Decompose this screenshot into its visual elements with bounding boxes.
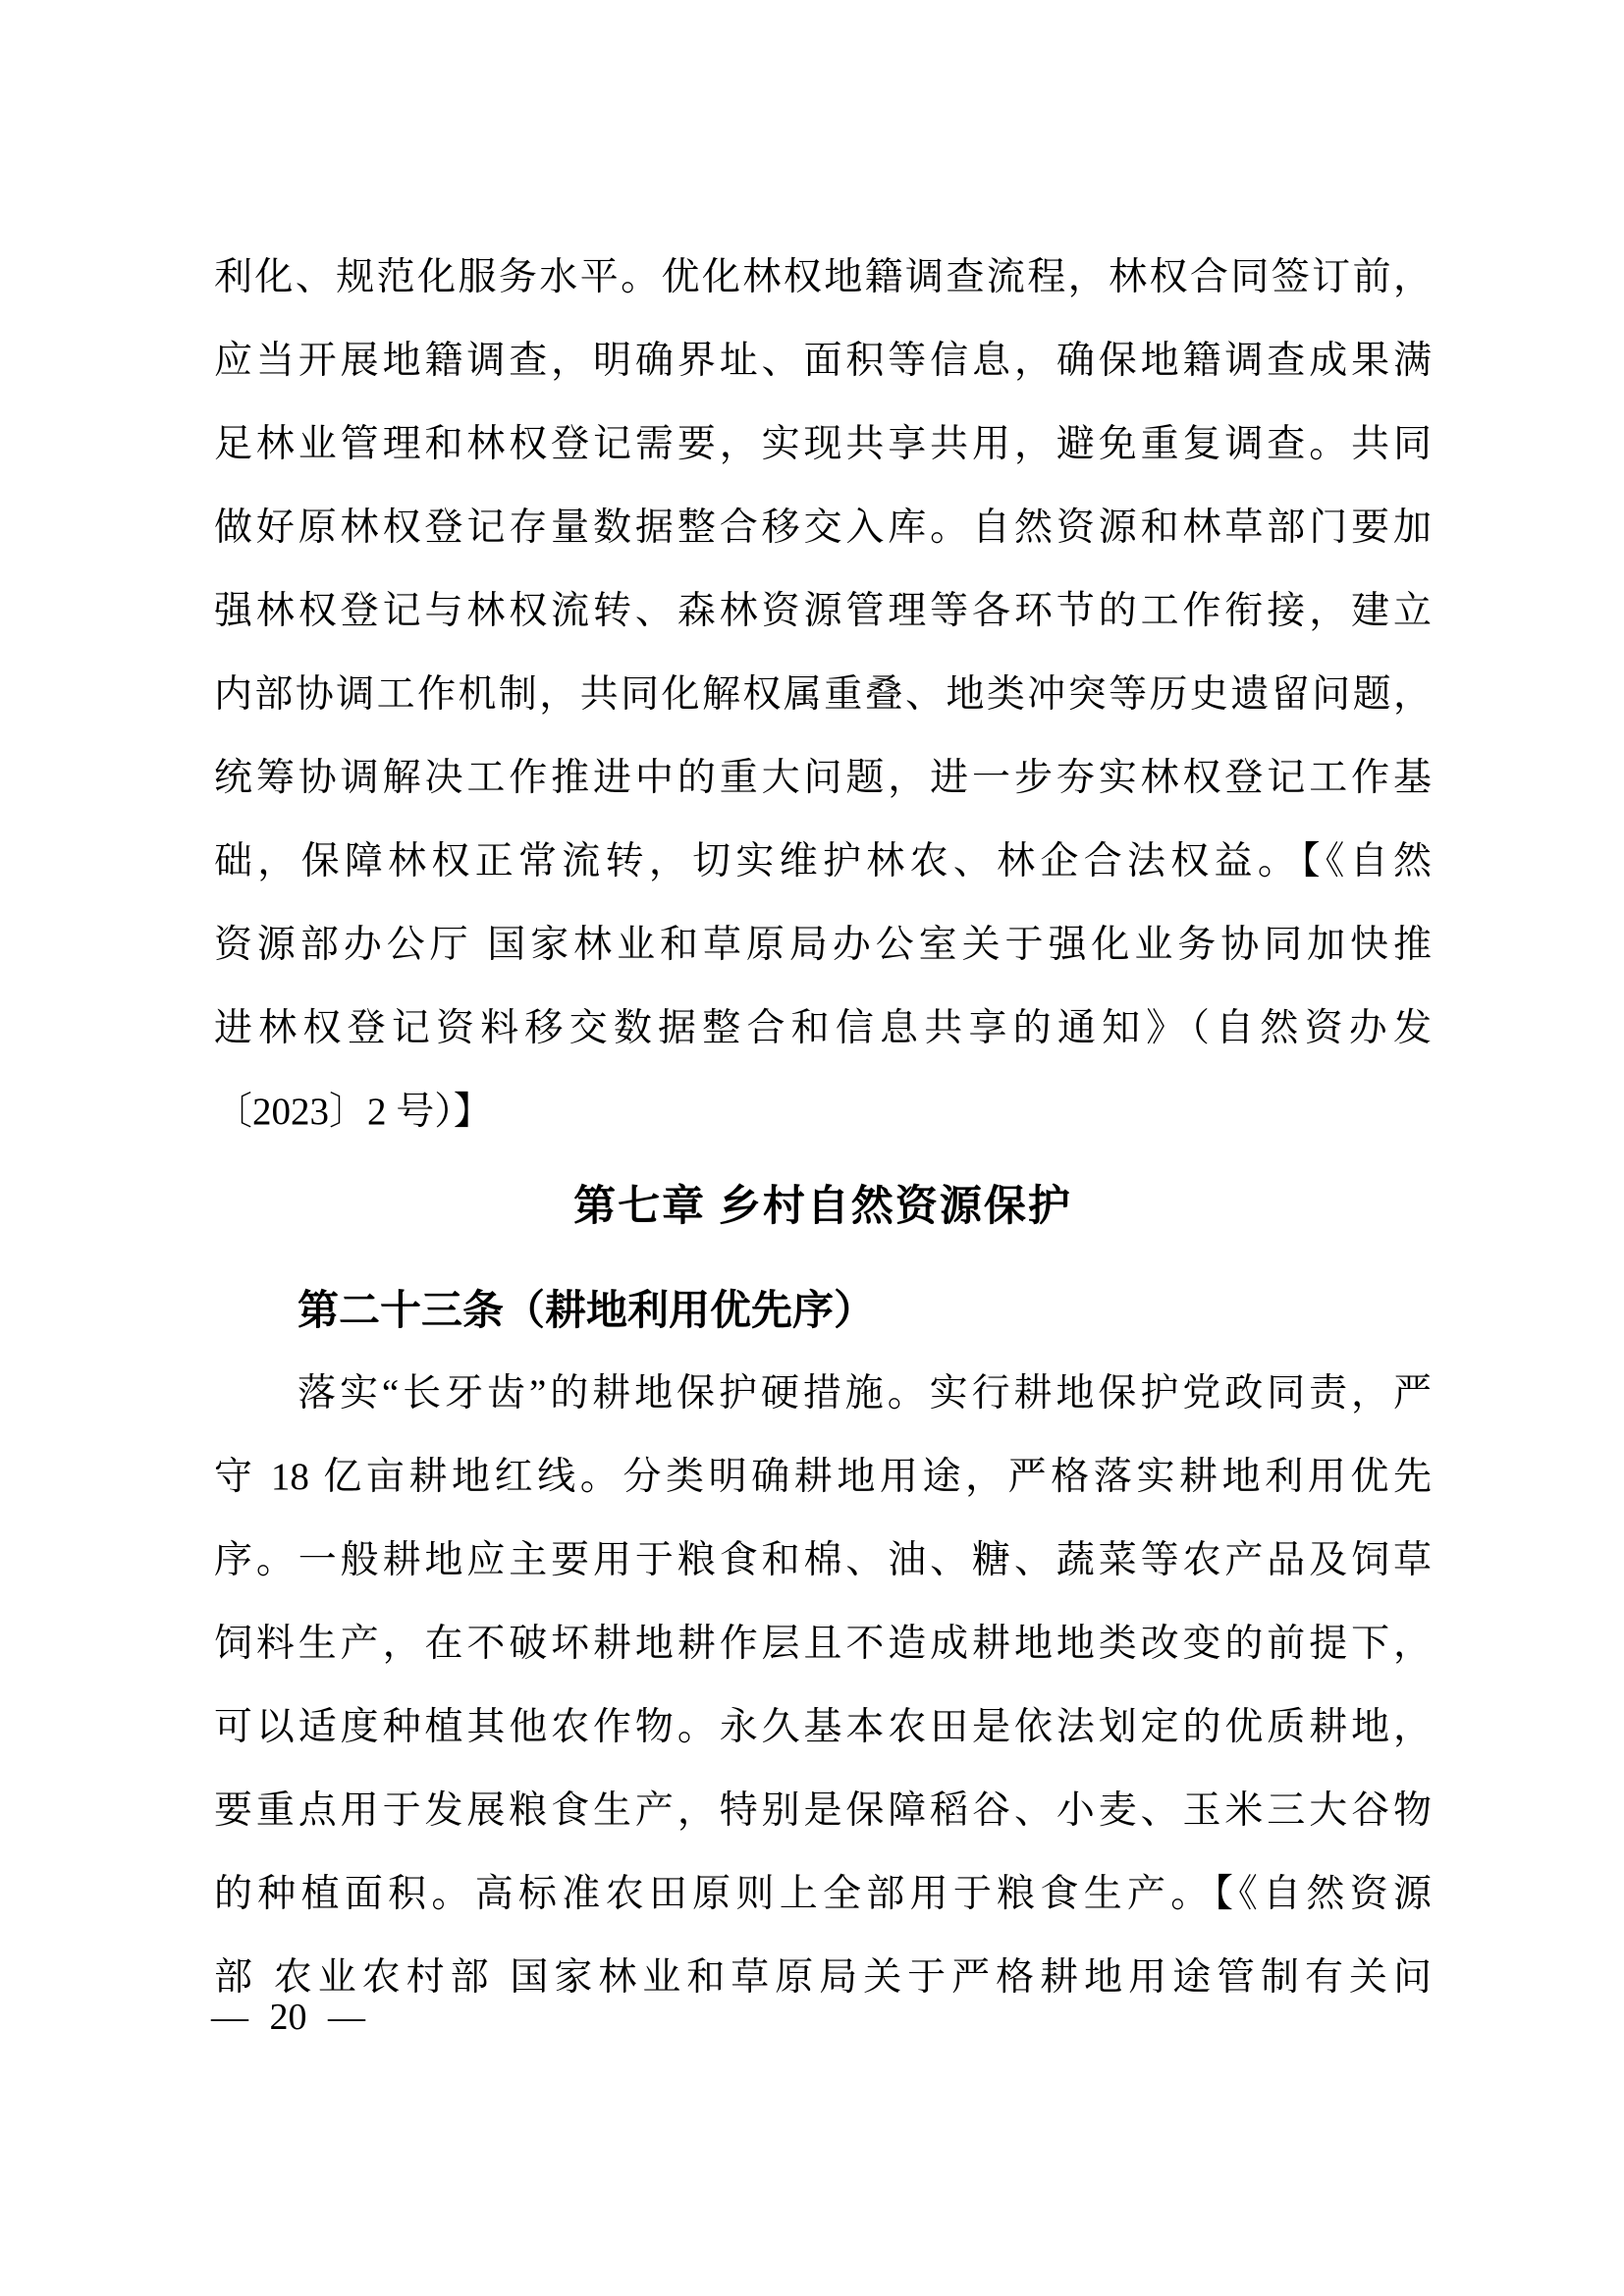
text-line: 利化、规范化服务水平。优化林权地籍调查流程，林权合同签订前， (214, 256, 1432, 298)
text-line: 饲料生产，在不破坏耕地耕作层且不造成耕地地类改变的前提下， (214, 1623, 1432, 1665)
text-line: 守 18 亿亩耕地红线。分类明确耕地用途，严格落实耕地利用优先 (214, 1456, 1432, 1498)
paragraph-forest-rights-registration (214, 236, 1432, 1153)
text-line: 部 农业农村部 国家林业和草原局关于严格耕地用途管制有关问 (214, 1956, 1432, 1999)
text-line: 做好原林权登记存量数据整合移交入库。自然资源和林草部门要加 (214, 507, 1432, 549)
text-line: 落实“长牙齿”的耕地保护硬措施。实行耕地保护党政同责，严 (298, 1372, 1432, 1415)
text-line: 序。一般耕地应主要用于粮食和棉、油、糖、蔬菜等农产品及饲草 (214, 1539, 1432, 1581)
section-title: 第二十三条（耕地利用优先序） (298, 1287, 876, 1333)
text-line: 进林权登记资料移交数据整合和信息共享的通知》（自然资办发 (214, 1007, 1432, 1049)
text-line: 〔2023〕2 号）】 (214, 1091, 492, 1133)
text-block (214, 236, 1432, 2019)
text-line: 资源部办公厅 国家林业和草原局办公室关于强化业务协同加快推 (214, 924, 1432, 966)
text-line: 可以适度种植其他农作物。永久基本农田是依法划定的优质耕地， (214, 1706, 1432, 1748)
text-line: 的种植面积。高标准农田原则上全部用于粮食生产。【《自然资源 (214, 1873, 1432, 1915)
paragraph-farmland-use-priority (214, 1352, 1432, 2019)
text-line: 应当开展地籍调查，明确界址、面积等信息，确保地籍调查成果满 (214, 340, 1432, 382)
text-line: 强林权登记与林权流转、森林资源管理等各环节的工作衔接，建立 (214, 590, 1432, 632)
text-line: 要重点用于发展粮食生产，特别是保障稻谷、小麦、玉米三大谷物 (214, 1789, 1432, 1832)
text-line: 统筹协调解决工作推进中的重大问题，进一步夯实林权登记工作基 (214, 757, 1432, 799)
text-line: 足林业管理和林权登记需要，实现共享共用，避免重复调查。共同 (214, 423, 1432, 465)
page-number-footer: — 20 — (211, 1997, 365, 2038)
text-line: 内部协调工作机制，共同化解权属重叠、地类冲突等历史遗留问题， (214, 673, 1432, 716)
chapter-title: 第七章 乡村自然资源保护 (573, 1184, 1072, 1230)
text-line: 础，保障林权正常流转，切实维护林农、林企合法权益。【《自然 (214, 840, 1432, 882)
